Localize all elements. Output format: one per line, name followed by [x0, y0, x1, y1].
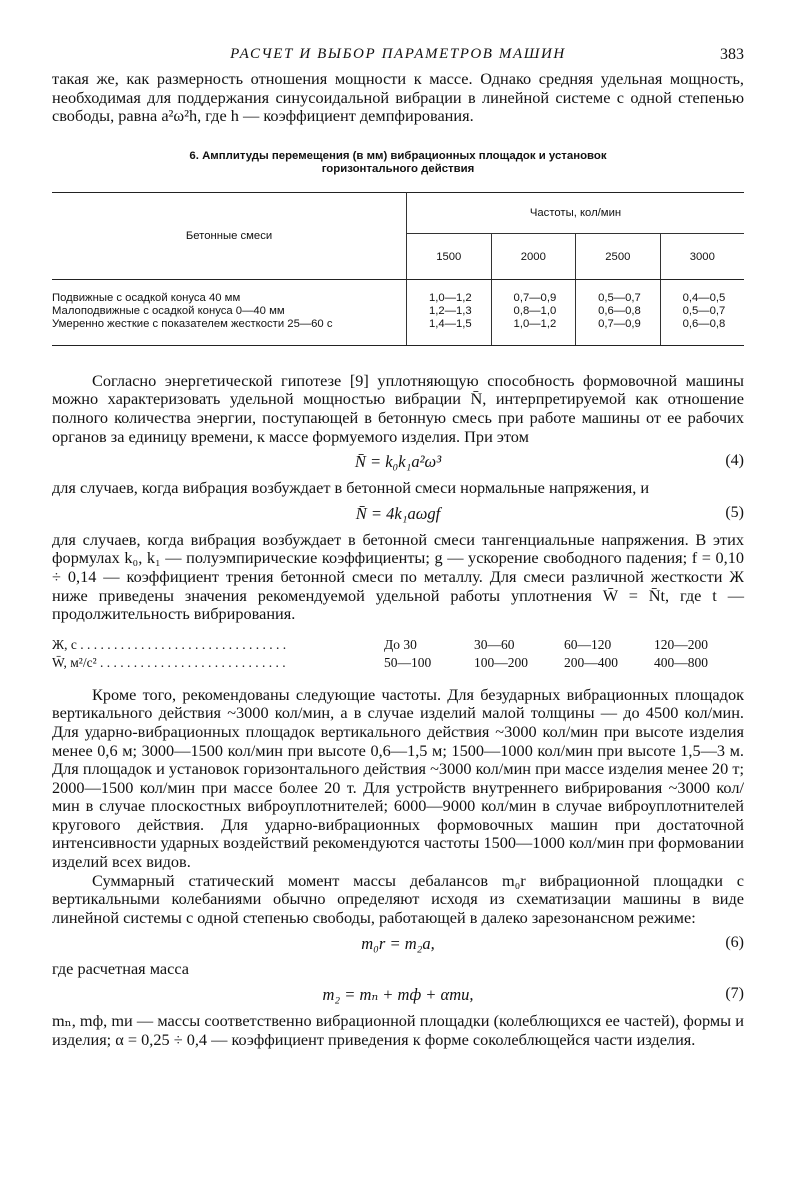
values-col-3000 — [660, 279, 744, 345]
mixture-names — [52, 279, 407, 345]
work-cell: 120—200 — [654, 636, 708, 652]
paragraph-tangential-stress: для случаев, когда вибрация возбуждает в бетонной смеси тангенциальные напряжения. В этих формулах k₀, k₁ — полуэмпирические коэффициенты; g — ускорение свободного падения; f = 0,10 ÷ 0,14 — коэффициент трения бетонной смеси по металлу. Для смеси различной жесткости Ж ниже приведены значения рекомендуемой удельной работы уплотнения W̄ = N̄t, где t — продолжительность вибрирования. — [52, 529, 744, 624]
formula-5 — [52, 501, 744, 527]
amplitude-table — [52, 192, 744, 346]
paragraph-energy-hypothesis: Согласно энергетической гипотезе [9] уплотняющую способность формовочной машины можно характеризовать удельной мощностью вибрации N̄, интерпретируемой как отношение полного количества энергии, поступающей в бетонную смесь при работе машины от ее рабочих органов за единицу времени, к массе формуемого изделия. При этом — [52, 370, 744, 446]
table-caption-line1: 6. Амплитуды перемещения (в мм) вибрационных площадок и установок — [189, 149, 607, 162]
table-cell: 0,6—0,8 — [682, 317, 726, 330]
mixture-name: Подвижные с осадкой конуса 40 мм — [52, 291, 241, 304]
values-col-2500 — [576, 279, 661, 345]
formula-7-number: (7) — [725, 985, 744, 1003]
table-cell: 0,7—0,9 — [513, 291, 557, 304]
table-cell: 0,5—0,7 — [598, 291, 641, 304]
paragraph-masses: mₙ, mф, mи — массы соответственно вибрационной площадки (колеблющихся ее частей), формы и изделия; α = 0,25 ÷ 0,4 — коэффициент приведения к форме соколеблющейся части изделия. — [52, 1011, 744, 1050]
work-cell: 60—120 — [564, 636, 612, 652]
formula-6-number: (6) — [725, 934, 744, 952]
table-cell: 0,5—0,7 — [682, 304, 726, 317]
formula-4-expression: N̄ = k₀k₁a²ω³ — [354, 452, 442, 472]
table-caption — [52, 150, 744, 176]
work-cell: 100—200 — [474, 654, 528, 670]
col-header-mixtures: Бетонные смеси — [52, 192, 407, 279]
values-col-2000 — [491, 279, 576, 345]
work-row-label: Ж, с . . . . . . . . . . . . . . . . . . . . . . . . . . . . . . . — [52, 636, 287, 652]
where-label: где расчетная масса — [52, 959, 190, 979]
formula-7-expression: m₂ = mₙ + mф + αmи, — [322, 985, 474, 1005]
mixture-name: Малоподвижные с осадкой конуса 0—40 мм — [52, 304, 285, 317]
paragraph-frequencies: Кроме того, рекомендованы следующие частоты. Для безударных вибрационных площадок вертикального действия ~3000 кол/мин, а в случае изделий малой толщины — до 4500 кол/мин. Для ударно-вибрационных площадок вертикального действия ~3000 кол/мин при высоте изделия менее 0,6 м; 3000—1500 кол/мин при высоте 0,6—1,5 м; 1500—1000 кол/мин при высоте 1,5—3 м. Для площадок и установок горизонтального действия ~3000 кол/мин при массе изделия менее 20 т; 2000—1500 кол/мин при массе более 20 т. Для устройств внутреннего вибрирования ~3000 кол/мин в случае плоскостных виброуплотнителей; 6000—9000 кол/мин в случае виброуплотнителей кругового действия. Для ударно-вибрационных формовочных машин при достаточной интенсивности ударных воздействий рекомендуются частоты 1500—1000 кол/мин при формовании изделий всех видов. — [52, 684, 744, 872]
table-cell: 1,4—1,5 — [429, 317, 472, 330]
formula-5-expression: N̄ = 4k₁aωgf — [355, 503, 441, 523]
paragraph-normal-stress: для случаев, когда вибрация возбуждает в бетонной смеси нормальные напряжения, и — [52, 478, 650, 498]
table-cell: 0,4—0,5 — [682, 291, 726, 304]
formula-7 — [52, 982, 744, 1008]
formula-4-number: (4) — [725, 452, 744, 470]
intro-paragraph: такая же, как размерность отношения мощности к массе. Однако средняя удельная мощность, необходимая для поддержания синусоидальной вибрации в линейной системе с одной степенью свободы, равна a²ω²h, где h — коэффициент демпфирования. — [52, 69, 744, 126]
work-row-label: W̄, м²/с² . . . . . . . . . . . . . . . . . . . . . . . . . . . . — [52, 654, 286, 670]
freq-header: 3000 — [660, 234, 744, 280]
table-cell: 1,2—1,3 — [429, 304, 472, 317]
col-header-frequencies: Частоты, кол/мин — [407, 192, 745, 233]
work-cell: 50—100 — [384, 654, 432, 670]
work-cell: 30—60 — [474, 636, 515, 652]
values-col-1500 — [407, 279, 492, 345]
table-caption-line2: горизонтального действия — [321, 162, 475, 175]
formula-4 — [52, 449, 744, 475]
running-title: РАСЧЕТ И ВЫБОР ПАРАМЕТРОВ МАШИН — [230, 46, 566, 62]
table-body-row — [52, 279, 744, 345]
page-number: 383 — [720, 46, 744, 63]
page — [52, 40, 744, 1050]
compaction-work-table — [52, 636, 744, 672]
formula-6 — [52, 931, 744, 953]
mixture-name: Умеренно жесткие с показателем жесткости 25—60 с — [52, 317, 333, 330]
work-row-specific-work — [52, 654, 744, 672]
freq-header: 2000 — [491, 234, 576, 280]
table-cell: 1,0—1,2 — [429, 291, 472, 304]
work-cell: До 30 — [384, 636, 417, 652]
work-cell: 400—800 — [654, 654, 708, 670]
page-header — [52, 40, 744, 70]
table-cell: 0,7—0,9 — [598, 317, 641, 330]
freq-header: 2500 — [576, 234, 661, 280]
work-row-stiffness — [52, 636, 744, 654]
work-cell: 200—400 — [564, 654, 618, 670]
paragraph-static-moment: Суммарный статический момент массы дебалансов m₀r вибрационной площадки с вертикальными колебаниями обычно определяют исходя из схематизации машины в виде линейной системы с одной степенью свободы, работающей в далеко зарезонансном режиме: — [52, 870, 744, 927]
formula-6-expression: m₀r = m₂a, — [361, 934, 435, 954]
formula-5-number: (5) — [725, 503, 744, 521]
table-cell: 0,6—0,8 — [598, 304, 641, 317]
table-cell: 1,0—1,2 — [513, 317, 557, 330]
freq-header: 1500 — [407, 234, 492, 280]
table-cell: 0,8—1,0 — [513, 304, 557, 317]
